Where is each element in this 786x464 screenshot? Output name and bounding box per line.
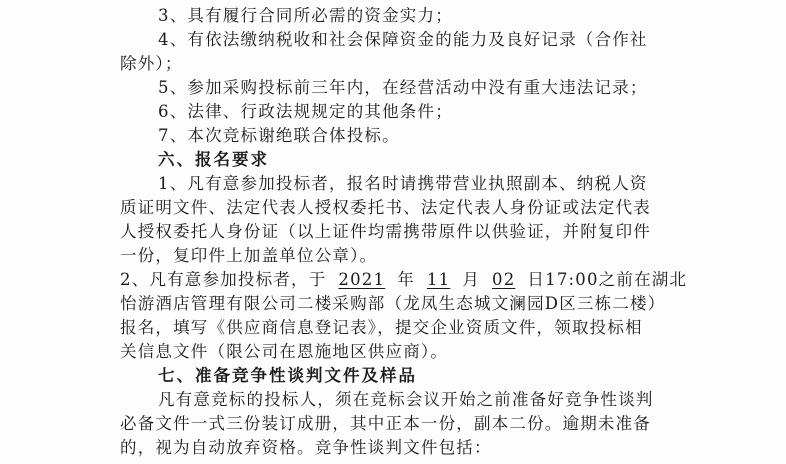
clause-4-continued: 除外）；: [120, 54, 183, 73]
documents-paragraph-line-3: 的，视为自动放弃资格。竞争性谈判文件包括：: [120, 438, 492, 457]
clause-4: 4、有依法缴纳税收和社会保障资金的能力及良好记录（合作社: [158, 30, 648, 49]
registration-item-2: [120, 268, 687, 292]
registration-item-2-line-4: 关信息文件（限公司在恩施地区供应商）。: [120, 342, 449, 361]
registration-item-1-line-4: 一份，复印件上加盖单位公章）。: [120, 246, 378, 265]
date-day: 02: [492, 270, 516, 289]
documents-paragraph-line-2: 必备文件一式三份装订成册，其中正本一份，副本二份。逾期未准备: [120, 414, 651, 433]
month-label: 月: [462, 270, 481, 289]
section-heading-registration: 六、报名要求: [158, 150, 269, 169]
date-year: 2021: [338, 270, 386, 289]
clause-6: 6、法律、行政法规规定的其他条件；: [158, 102, 453, 121]
registration-item-1: 1、凡有意参加投标者，报名时请携带营业执照副本、纳税人资: [158, 174, 648, 193]
year-label: 年: [397, 270, 415, 289]
registration-item-1-line-2: 质证明文件、法定代表人授权委托书、法定代表人身份证或法定代表: [120, 198, 651, 217]
section-heading-documents: 七、准备竞争性谈判文件及样品: [158, 366, 417, 385]
clause-7: 7、本次竞标谢绝联合体投标。: [158, 126, 400, 145]
registration-item-2-lead: 2、凡有意参加投标者，于: [120, 270, 327, 289]
registration-item-2-tail: 日17:00之前在湖北: [527, 270, 688, 289]
date-month: 11: [426, 270, 451, 289]
registration-item-2-line-3: 报名，填写《供应商信息登记表》，提交企业资质文件，领取投标相: [120, 318, 643, 337]
registration-item-2-line-2: 怡游酒店管理有限公司二楼采购部（龙凤生态城文澜园D区三栋二楼）: [120, 294, 666, 313]
documents-paragraph-line-1: 凡有意竞标的投标人，须在竞标会议开始之前准备好竞争性谈判: [158, 390, 654, 409]
clause-5: 5、参加采购投标前三年内，在经营活动中没有重大违法记录；: [158, 78, 648, 97]
clause-3: 3、具有履行合同所必需的资金实力；: [158, 6, 453, 25]
registration-item-1-line-3: 人授权委托人身份证（以上证件均需携带原件以供验证，并附复印件: [120, 222, 651, 241]
